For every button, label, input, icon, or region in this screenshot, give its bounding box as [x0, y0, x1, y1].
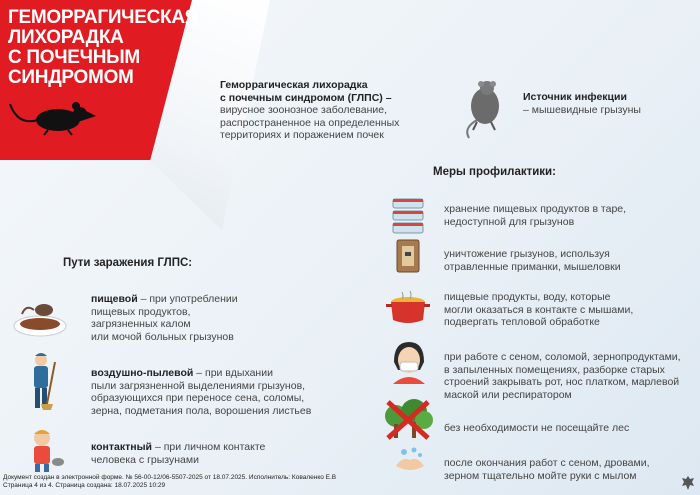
prevention-1-line-1: хранение пищевых продуктов в таре,	[444, 203, 627, 215]
rat-icon	[455, 78, 513, 140]
prevention-4-line-1: при работе с сеном, соломой, зернопродуктами,	[444, 351, 681, 363]
prevention-6-line-2: зерном тщательно мойте руки с мылом	[444, 469, 637, 482]
prevention-item-6	[444, 457, 650, 482]
prevention-4-line-4: маской или респиратором	[444, 388, 572, 401]
route-1-line-2: пищевых продуктов,	[91, 305, 191, 318]
poster-title	[8, 8, 198, 88]
hand-washing-icon	[392, 446, 428, 474]
prevention-item-5	[444, 422, 629, 435]
child-contact-icon	[22, 428, 66, 472]
prevention-1-line-2: недоступной для грызунов	[444, 215, 575, 228]
intro-line-2: распространенное на определенных	[220, 116, 400, 129]
coat-of-arms-icon	[680, 475, 696, 491]
food-bowl-icon	[10, 300, 70, 342]
sweeping-worker-icon	[25, 352, 65, 412]
prevention-5-line-1: без необходимости не посещайте лес	[444, 422, 630, 434]
prevention-4-line-3: строений закрывать рот, нос платком, марлевой	[444, 376, 680, 388]
source-heading: Источник инфекции	[523, 91, 627, 103]
prevention-item-4	[444, 351, 681, 401]
title-line-1: ГЕМОРРАГИЧЕСКАЯ	[8, 7, 199, 28]
route-2-line-3: образующихся при переносе сена, соломы,	[91, 392, 305, 404]
source-block	[523, 91, 641, 116]
prevention-3-line-1: пищевые продукты, воду, которые	[444, 291, 611, 303]
route-3-term: контактный	[91, 441, 153, 453]
prevention-3-line-2: могли оказаться в контакте с мышами,	[444, 303, 634, 316]
rodent-bait-box-icon	[395, 238, 421, 274]
intro-line-1: вирусное зоонозное заболевание,	[220, 104, 388, 116]
route-item-1	[91, 293, 238, 343]
intro-heading-1: Геморрагическая лихорадка	[220, 79, 368, 91]
footer-line-2: Страница 4 из 4. Страница создана: 18.07.2025 10:29	[3, 482, 166, 489]
no-forest-icon	[382, 398, 434, 442]
footer-line-1: Документ создан в электронной форме. № 56-00-12/06-5507-2025 от 18.07.2025. Исполнитель: Коваленко Е.В	[3, 474, 337, 481]
intro-line-3: территориях и поражением почек	[220, 129, 384, 141]
title-line-2: ЛИХОРАДКА	[8, 27, 124, 48]
route-1-line-3: загрязненных калом	[91, 318, 191, 330]
cooking-pot-icon	[386, 290, 430, 326]
prevention-2-line-1: уничтожение грызунов, используя	[444, 248, 610, 260]
prevention-item-1	[444, 203, 626, 228]
route-1-line-4: или мочой больных грызунов	[91, 330, 234, 343]
route-2-term: воздушно-пылевой	[91, 367, 194, 379]
route-item-2	[91, 367, 311, 417]
route-item-3	[91, 441, 265, 466]
route-1-term: пищевой	[91, 293, 138, 305]
prevention-3-line-3: подвергать тепловой обработке	[444, 316, 600, 328]
title-line-3: С ПОЧЕЧНЫМ	[8, 47, 140, 68]
prevention-2-line-2: отравленные приманки, мышеловки	[444, 260, 621, 273]
title-line-4: СИНДРОМОМ	[8, 67, 134, 88]
prevention-6-line-1: после окончания работ с сеном, дровами,	[444, 457, 650, 469]
route-2-line-4: зерна, подметания пола, ворошения листьев	[91, 404, 312, 417]
intro-heading-2: с почечным синдромом (ГЛПС) –	[220, 91, 392, 104]
route-3-line-1: – при личном контакте	[152, 441, 266, 453]
prevention-item-2	[444, 248, 621, 273]
routes-heading: Пути заражения ГЛПС:	[63, 257, 193, 269]
masked-person-icon	[390, 340, 428, 384]
storage-containers-icon	[390, 197, 426, 235]
intro-block	[220, 79, 399, 142]
prevention-4-line-2: в запыленных помещениях, разборке старых	[444, 363, 665, 376]
route-3-line-2: человека с грызунами	[91, 453, 199, 466]
route-2-line-1: – при вдыхании	[193, 367, 273, 379]
route-2-line-2: пыли загрязненной выделениями грызунов,	[91, 379, 306, 392]
document-footer	[3, 474, 336, 490]
source-text: – мышевидные грызуны	[523, 103, 641, 116]
route-1-line-1: – при употреблении	[137, 293, 238, 305]
prevention-heading: Меры профилактики:	[433, 166, 556, 178]
prevention-item-3	[444, 291, 633, 329]
mouse-icon	[8, 96, 98, 136]
